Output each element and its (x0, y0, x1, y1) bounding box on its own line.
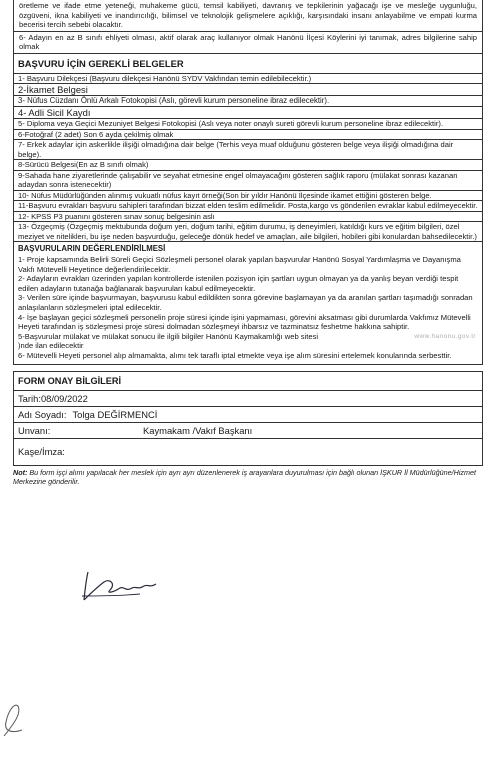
evaluation-heading: BAŞVURULARIN DEĞERLENDİRİLMESİ (18, 244, 166, 253)
name-label: Adı Soyadı: (18, 408, 67, 420)
date-row (14, 391, 482, 407)
doc-item-10: 10- Nüfus Müdürlüğünden alınmış vukuatlı nüfus kayıt örneği(Son bir yıldır Hanönü İlçesinde ikamet ettiğini gösteren belge. (14, 191, 482, 202)
doc-item-4: 4- Adli Sicil Kaydı (14, 107, 482, 119)
handwritten-signature (80, 566, 160, 610)
documents-heading: BAŞVURU İÇİN GEREKLİ BELGELER (14, 54, 482, 74)
doc-item-7: 7- Erkek adaylar için askerlikle ilişiği olmadığına dair belge (Terhis veya muaf olduğunu gösteren belge veya ilişiği olmadığına dair belge). (14, 140, 482, 160)
date-value: 08/09/2022 (40, 392, 88, 404)
eval-item-5-cont: )nde ilan edilecektir (18, 341, 84, 351)
doc-item-5: 5- Diploma veya Geçici Mezuniyet Belgesi Fotokopisi (Aslı veya noter onaylı sureti görevli kurum personeline ibraz edilecektir). (14, 119, 482, 130)
name-row (14, 407, 482, 423)
sign-label: Kaşe/İmza: (18, 446, 65, 458)
doc-item-13: 13- Özgeçmiş (Özgeçmiş mektubunda doğum yeri, doğum tarihi, eğitim durumu, iş deneyimleri, katıldığı kurs ve eğitim bilgileri, özel meziyet ve nitelikleri, bu işe neden başvurduğu, geleceğe dönük hedef ve amaçları, aile bilgileri, hobileri gibi konulardan bahsedilecektir.) (18, 222, 477, 241)
required-documents-section (13, 54, 483, 243)
doc-item-2: 2-İkamet Belgesi (14, 84, 482, 96)
doc-item-9: 9-Sahada hane ziyaretlerinde çalışabilir ve seyahat etmesine engel olmayacağını gösteren sağlık raporu (mülakat sonrası kazanan adaydan sonra istenecektir) (14, 171, 482, 191)
date-label: Tarih: (18, 392, 41, 404)
form-approval-table (13, 391, 483, 466)
eval-item-6: 6- Mütevelli Heyeti personel alıp almamakta, alımı tek taraflı iptal etmekte veya işe alım süresini ertelemek konularında serbesttir. (18, 350, 452, 360)
eval-item-5-text: 5-Başvurular mülakat ve mülakat sonucu ile ilgili bilgiler Hanönü Kaymakamlığı web sitesi (18, 331, 319, 341)
eval-item-3: 3- Verilen süre içinde başvurmayan, başvurusu kabul edildikten sonra görevine başlamayan ya da aranılan şartları taşımadığı sonradan anlaşılanların sözleşmeleri iptal edilecektir. (18, 293, 473, 312)
intro-line-1: öretleme ve ifade etme yeteneği, muhakeme gücü, temsil kabiliyeti, davranış ve tepkilerinin yağacağı işe ve mesleğe uygunluğu, özgüveni, ikna kabiliyeti ve inandırıcılığı, bilimsel ve teknolojik gelişmelere açıklığı, karşısındaki insanı anlayabilme ve empati kurma becerisi tercih sebebi olacaktır. (14, 0, 482, 32)
doc-item-6: 6-Fotoğraf (2 adet) Son 6 ayda çekilmiş olmak (14, 130, 482, 141)
eval-item-4: 4- İşe başlayan geçici sözleşmeli personelin proje süresi içinde işini yapmaması, görevini aksatması gibi durumlarda Vakfımız Mütevelli Heyeti tarafından iş sözleşmesi proje süresi dolmadan sözleşmeyi ihbarsız ve tazminatsız feshetme hakkına sahiptir. (18, 312, 471, 332)
title-row (14, 423, 482, 439)
document-sheet (13, 0, 483, 486)
doc-item-3: 3- Nüfus Cüzdanı Önlü Arkalı Fotokopisi (Aslı, görevli kurum personeline ibraz edilecektir). (14, 96, 482, 107)
note-label: Not: (13, 467, 28, 477)
note-text: Bu form işçi alımı yapılacak her meslek için ayrı ayrı düzenlenerek iş arayanlara duyurulması için bağlı olunan İŞKUR İl Müdürlüğüne/Hizmet Merkezine gönderilir. (13, 467, 476, 486)
title-value: Kaymakam /Vakıf Başkanı (143, 424, 253, 436)
doc-item-12: 12- KPSS P3 puanını gösteren sınav sonuç belgesinin aslı (14, 212, 482, 223)
sign-row (14, 439, 482, 465)
title-label: Unvanı: (18, 424, 51, 436)
form-approval-title: FORM ONAY BİLGİLERİ (13, 371, 483, 391)
evaluation-section (13, 242, 483, 365)
eval-item-5 (14, 332, 482, 342)
footer-note (13, 466, 483, 486)
intro-box (13, 0, 483, 54)
margin-pen-mark (0, 700, 26, 740)
intro-line-2: 6- Adayın en az B sınıfı ehliyeti olması, aktif olarak araç kullanıyor olmak Hanönü İlçesi Köylerini iyi tanımak, adres bilgilerine sahip olmak (19, 32, 477, 51)
website-stamp: www.hanonu.gov.tr (414, 332, 476, 340)
doc-item-8: 8-Sürücü Belgesi(En az B sınıfı olmak) (14, 160, 482, 171)
name-value: Tolga DEĞİRMENCİ (72, 408, 158, 420)
eval-item-1: 1- Proje kapsamında Belirli Süreli Geçici Sözleşmeli personel olarak yapılan başvurular Hanönü Sosyal Yardımlaşma ve Dayanışma Vakfı Mütevelli Heyetince değerlendirilecektir. (18, 255, 461, 274)
doc-item-1: 1- Başvuru Dilekçesi (Başvuru dilekçesi Hanönü SYDV Vakfından temin edilebilecektir.) (14, 74, 482, 85)
doc-item-11: 11-Başvuru evrakları başvuru sahipleri tarafından bizzat elden teslim edilmelidir. Posta,kargo vs gönderilen evraklar kabul edilmeyecektir. (14, 201, 482, 212)
eval-item-2: 2- Adayların evrakları üzerinden yapılan kontrollerde istenilen pozisyon için şartları uygun olmayan ya da yanlış beyan verdiği tespit edilen adayların tutanağa bağlanarak başvuruları kabul edilmeyecektir. (18, 274, 459, 293)
